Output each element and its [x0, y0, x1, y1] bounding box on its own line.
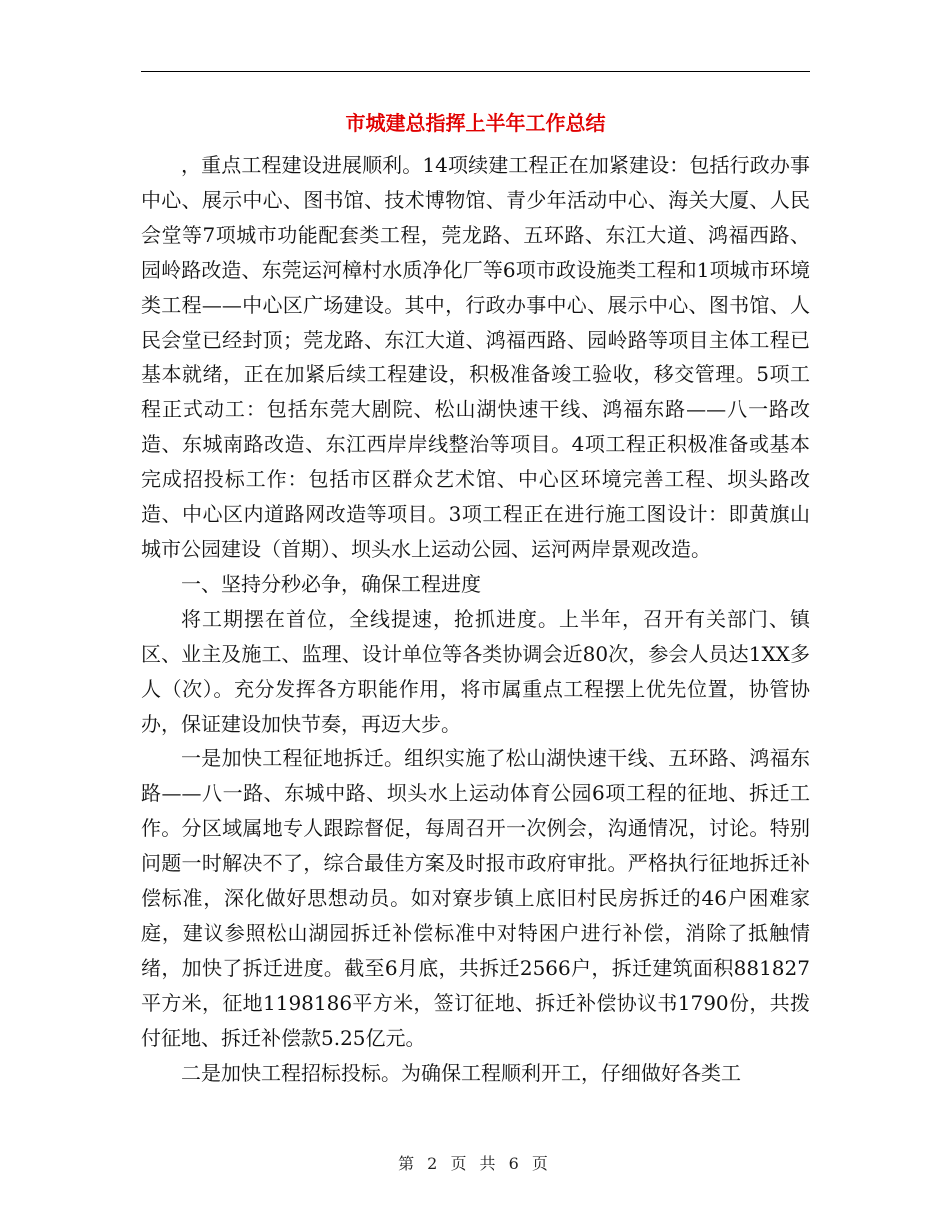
- paragraph: 二是加快工程招标投标。为确保工程顺利开工，仔细做好各类工: [181, 1060, 741, 1085]
- section-heading: 一、坚持分秒必争，确保工程进度: [181, 571, 481, 596]
- paragraph: ，重点工程建设进展顺利。14项续建工程正在加紧建设：包括行政办事中心、展示中心、图书馆、技术博物馆、青少年活动中心、海关大厦、人民会堂等7项城市功能配套类工程，莞龙路、五环路、东江大道、鸿福西路、园岭路改造、东莞运河樟村水质净化厂等6项市政设施类工程和1项城市环境类工程——中心区广场建设。其中，行政办事中心、展示中心、图书馆、人民会堂已经封顶；莞龙路、东江大道、鸿福西路、园岭路等项目主体工程已基本就绪，正在加紧后续工程建设，积极准备竣工验收，移交管理。5项工程正式动工：包括东莞大剧院、松山湖快速干线、鸿福东路——八一路改造、东城南路改造、东江西岸岸线整治等项目。4项工程正积极准备或基本完成招投标工作：包括市区群众艺术馆、中心区环境完善工程、坝头路改造、中心区内道路网改造等项目。3项工程正在进行施工图设计：即黄旗山城市公园建设（首期）、坝头水上运动公园、运河两岸景观改造。: [141, 153, 810, 561]
- paragraph: 一是加快工程征地拆迁。组织实施了松山湖快速干线、五环路、鸿福东路——八一路、东城中路、坝头水上运动体育公园6项工程的征地、拆迁工作。分区域属地专人跟踪督促，每周召开一次例会，沟通情况，讨论。特别问题一时解决不了，综合最佳方案及时报市政府审批。严格执行征地拆迁补偿标准，深化做好思想动员。如对寮步镇上底旧村民房拆迁的46户困难家庭，建议参照松山湖园拆迁补偿标准中对特困户进行补偿，消除了抵触情绪，加快了拆迁进度。截至6月底，共拆迁2566户，拆迁建筑面积881827平方米，征地1198186平方米，签订征地、拆迁补偿协议书1790份，共拨付征地、拆迁补偿款5.25亿元。: [141, 746, 810, 1050]
- header-rule: [141, 71, 810, 72]
- document-title: 市城建总指挥上半年工作总结: [345, 111, 606, 135]
- document-body: [141, 148, 810, 1090]
- paragraph: 将工期摆在首位，全线提速，抢抓进度。上半年，召开有关部门、镇区、业主及施工、监理、设计单位等各类协调会近80次，参会人员达1XX多人（次）。充分发挥各方职能作用，将市属重点工程摆上优先位置，协管协办，保证建设加快节奏，再迈大步。: [141, 606, 810, 736]
- page-footer: 第 2 页 共 6 页: [398, 1154, 552, 1173]
